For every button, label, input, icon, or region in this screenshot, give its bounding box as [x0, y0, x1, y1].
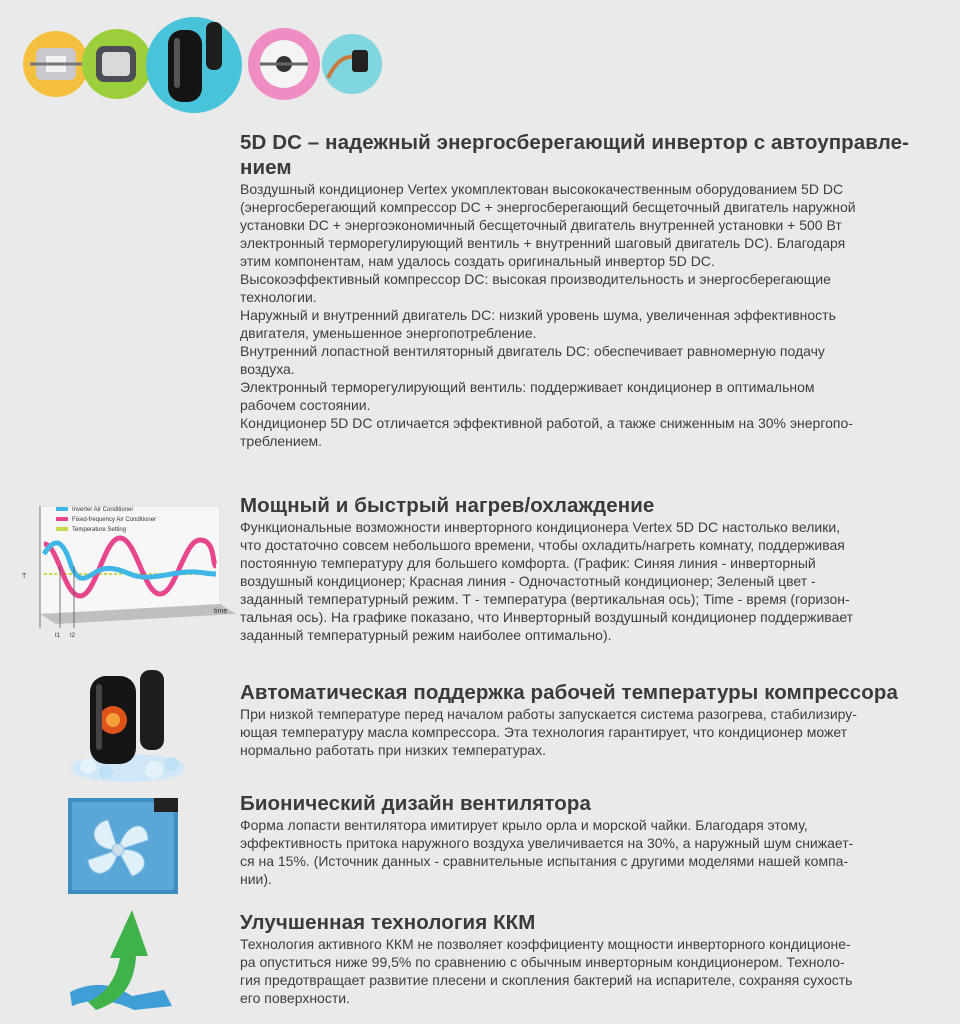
- stepper-motor-icon: [23, 31, 89, 97]
- section-title: Бионический дизайн вентилятора: [240, 792, 592, 815]
- section-body: Функциональные возможности инверторного кондиционера Vertex 5D DC настолько велики, что достаточно совсем небольшого времени, чтобы охладить/нагреть комнату, поддерживая постоянную температуру для большего комфорта. (График: Синяя линия - инверторный воздушный кондиционер; Красная линия - Одночастотный кондиционер; Зеленый цвет - заданный температурный режим. Т - температура (вертикальная ось); Time - время (горизон- тальная ось). На графике показано, что Инверторный воздушный кондиционер поддерживает заданный температурный режим наиболее оптимально).: [240, 519, 854, 643]
- y-axis-label: T: [22, 573, 27, 580]
- pfc-arrows-image: [62, 906, 192, 1016]
- section-5d-dc: [240, 130, 940, 450]
- compressor-ice-image: [68, 662, 188, 784]
- compressor-icon: [146, 17, 242, 113]
- mark-t1: t1: [55, 633, 61, 639]
- section-title: Мощный и быстрый нагрев/охлаждение: [240, 494, 655, 517]
- section-compressor-temperature: [240, 680, 940, 759]
- temperature-graph: [18, 496, 236, 641]
- legend-fixed: Fixed-frequency Air Conditioner: [72, 517, 157, 523]
- legend-inverter: Inverter Air Conditioner: [72, 507, 134, 513]
- section-bionic-fan: [240, 791, 940, 888]
- legend-swatch-fixed: [56, 517, 68, 521]
- legend-setting: Temperature Setting: [72, 527, 127, 533]
- section-title: Улучшенная технология ККМ: [240, 911, 536, 934]
- mark-t2: t2: [70, 633, 76, 639]
- section-body: Технология активного ККМ не позволяет коэффициенту мощности инверторного кондиционе- ра опуститься ниже 99,5% по сравнению с обычным инверторным кондиционером. Техноло- гия предотвращает развитие плесени и скопления бактерий на испарителе, сохраняя сухость его поверхности.: [240, 936, 853, 1006]
- section-title: Автоматическая поддержка рабочей температуры компрессора: [240, 681, 898, 704]
- legend-swatch-setting: [56, 527, 68, 531]
- x-axis-label: time: [214, 608, 228, 615]
- section-body: Форма лопасти вентилятора имитирует крыло орла и морской чайки. Благодаря этому, эффективность притока наружного воздуха увеличивается на 30%, а наружный шум снижает- ся на 15%. (Источник данных - сравнительные испытания с другими моделями нашей компа- нии).: [240, 817, 854, 887]
- section-title: 5D DC – надежный энергосберегающий инвертор с автоуправле- нием: [240, 131, 910, 179]
- expansion-valve-icon: [322, 34, 382, 94]
- section-pfc: [240, 910, 940, 1007]
- bionic-fan-image: [68, 798, 178, 894]
- section-heating-cooling: [240, 493, 940, 644]
- components-banner: [22, 12, 382, 120]
- section-body: При низкой температуре перед началом работы запускается система разогрева, стабилизиру- ющая температуру масла компрессора. Эта технология гарантирует, что кондиционер может нормально работать при низких температурах.: [240, 706, 857, 758]
- legend-swatch-inverter: [56, 507, 68, 511]
- section-body: Воздушный кондиционер Vertex укомплектован высококачественным оборудованием 5D DC (энергосберегающий компрессор DC + энергосберегающий бесщеточный двигатель наружной установки DC + энергоэкономичный бесщеточный двигатель внутренней установки + 500 Вт электронный терморегулирующий вентиль + внутренний шаговый двигатель DC). Благодаря этим компонентам, нам удалось создать оригинальный инвертор 5D DC. Высокоэффективный компрессор DC: высокая производительность и энергосберегающие технологии. Наружный и внутренний двигатель DC: низкий уровень шума, увеличенная эффективность двигателя, уменьшенное энергопотребление. Внутренний лопастной вентиляторный двигатель DC: обеспечивает равномерную подачу воздуха. Электронный терморегулирующий вентиль: поддерживает кондиционер в оптимальном рабочем состоянии. Кондиционер 5D DC отличается эффективной работой, а также сниженным на 30% энергопо- треблением.: [240, 181, 856, 449]
- dc-motor-icon: [82, 29, 152, 99]
- fan-blade-icon: [248, 28, 320, 100]
